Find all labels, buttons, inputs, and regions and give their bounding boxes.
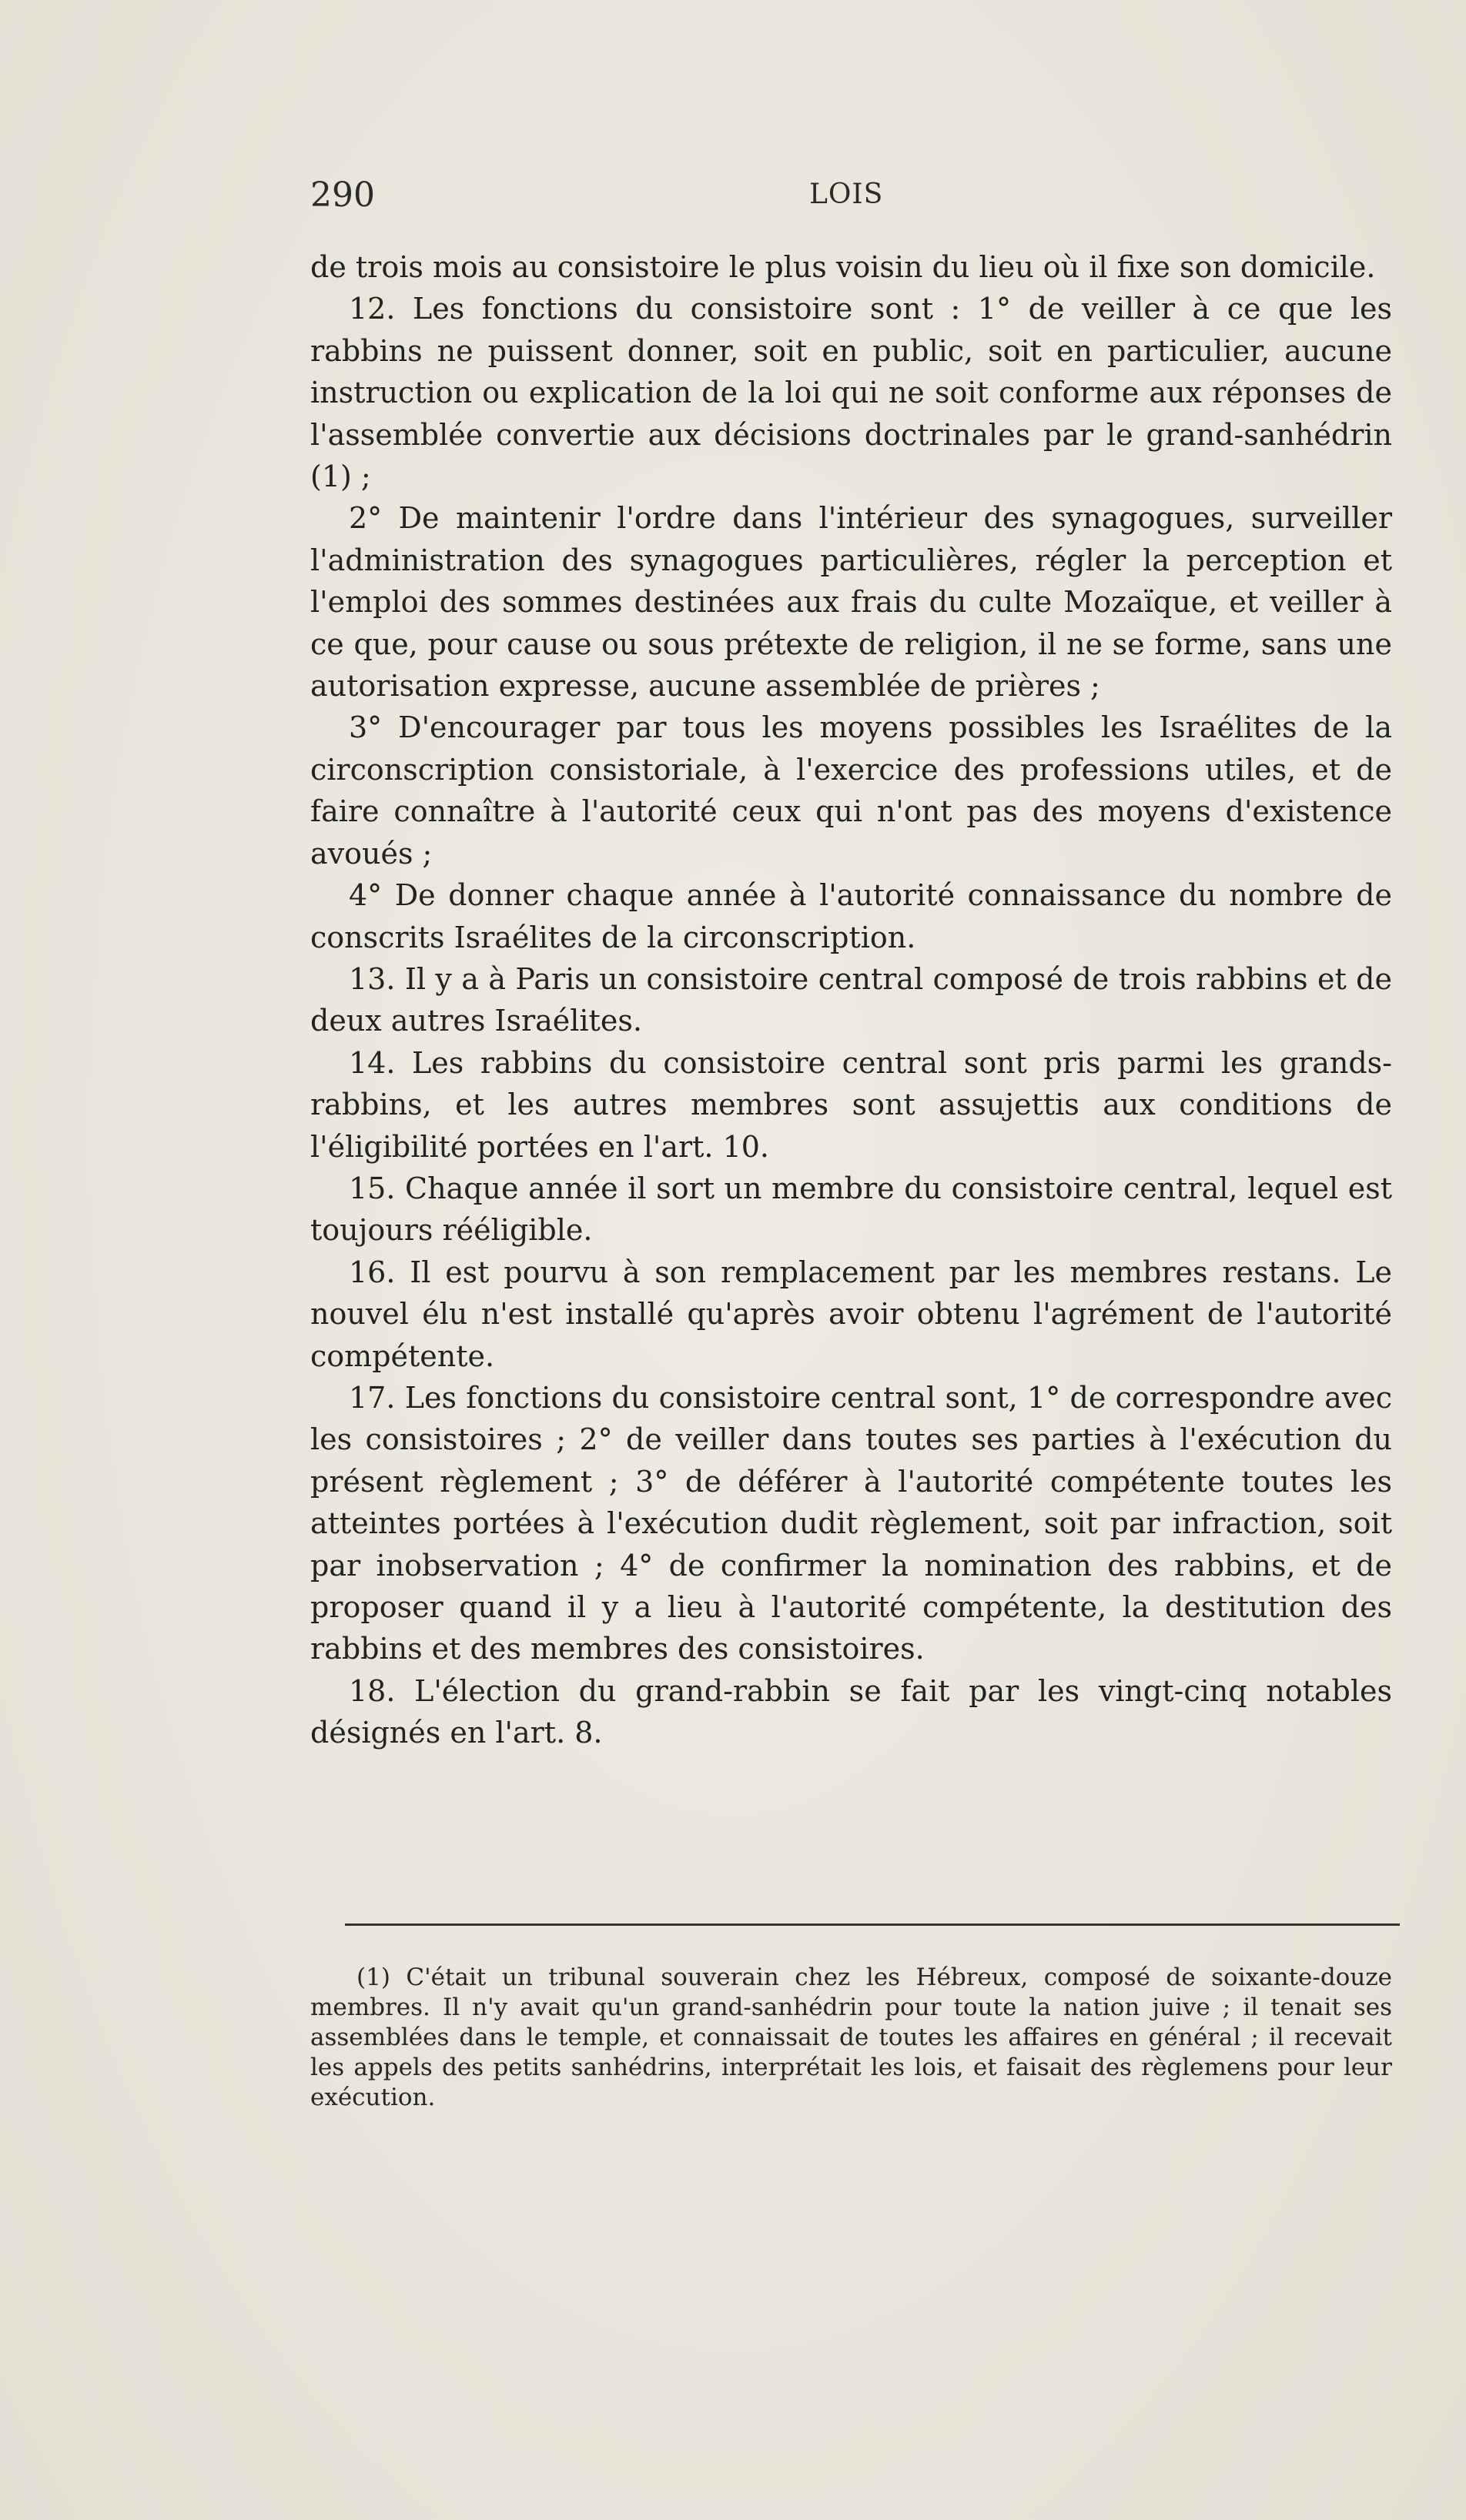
paragraph-article-12: 12. Les fonctions du consistoire sont : 1° de veiller à ce que les rabbins ne puissent donner, soit en public, soit en particulier, aucune instruction ou explication de la loi qui ne soit conforme aux réponses de l'assemblée convertie aux décisions doctrinales par le grand-sanhédrin (1) ; xyxy=(310,292,1392,494)
paragraph-article-16: 16. Il est pourvu à son remplacement par les membres restans. Le nouvel élu n'est installé qu'après avoir obtenu l'agrément de l'autorité compétente. xyxy=(310,1255,1392,1373)
paragraph-article-18: 18. L'élection du grand-rabbin se fait par les vingt-cinq notables désignés en l'art. 8. xyxy=(310,1673,1392,1750)
paragraph-article-13: 13. Il y a à Paris un consistoire central composé de trois rabbins et de deux autres Israélites. xyxy=(310,961,1392,1038)
footnote: (1) C'était un tribunal souverain chez les Hébreux, composé de soixante-douze membres. Il n'y avait qu'un grand-sanhédrin pour toute la nation juive ; il tenait ses assemblées dans le temple, et connaissait de toutes les affaires en général ; il recevait les appels des petits sanhédrins, interprétait les lois, et faisait des règlemens pour leur exécution. xyxy=(310,1964,1392,2111)
paragraph-article-14: 14. Les rabbins du consistoire central sont pris parmi les grands-rabbins, et les autres membres sont assujettis aux conditions de l'éligibilité portées en l'art. 10. xyxy=(310,1045,1392,1164)
paragraph-article-12-4: 4° De donner chaque année à l'autorité connaissance du nombre de conscrits Israélites de la circonscription. xyxy=(310,878,1392,954)
paragraph-article-17: 17. Les fonctions du consistoire central sont, 1° de correspondre avec les consistoires ; 2° de veiller dans toutes ses parties à l'exécution du présent règlement ; 3° de déférer à l'autorité compétente toutes les atteintes portées à l'exécution dudit règlement, soit par infraction, soit par inobservation ; 4° de confirmer la nomination des rabbins, et de proposer quand il y a lieu à l'autorité compétente, la destitution des rabbins et des membres des consistoires. xyxy=(310,1380,1392,1666)
paragraph-continuation: de trois mois au consistoire le plus voisin du lieu où il fixe son domicile. xyxy=(310,250,1376,284)
paragraph-article-12-2: 2° De maintenir l'ordre dans l'intérieur des synagogues, surveiller l'administration des synagogues particulières, régler la perception et l'emploi des sommes destinées aux frais du culte Mozaïque, et veiller à ce que, pour cause ou sous prétexte de religion, il ne se forme, sans une autorisation expresse, aucune assemblée de prières ; xyxy=(310,501,1392,704)
paragraph-article-12-3: 3° D'encourager par tous les moyens possibles les Israélites de la circonscription consistoriale, à l'exercice des professions utiles, et de faire connaître à l'autorité ceux qui n'ont pas des moyens d'existence avoués ; xyxy=(310,710,1392,871)
page-number: 290 xyxy=(310,175,375,215)
running-title: LOIS xyxy=(809,179,884,210)
footnote-divider xyxy=(345,1923,1400,1926)
page-header xyxy=(310,175,1392,229)
paragraph-article-15: 15. Chaque année il sort un membre du consistoire central, lequel est toujours rééligible. xyxy=(310,1171,1392,1248)
body-text xyxy=(310,246,1392,1754)
